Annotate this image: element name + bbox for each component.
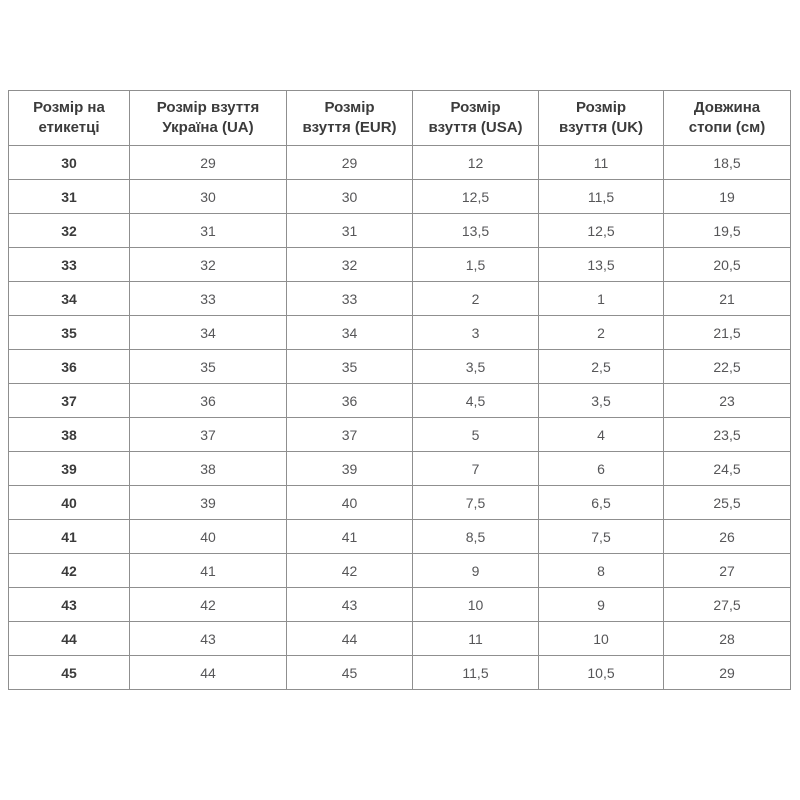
foot-length-cell: 19,5 [664,214,791,248]
usa-size-cell: 12,5 [413,180,539,214]
usa-size-cell: 4,5 [413,384,539,418]
eur-size-cell: 41 [287,520,413,554]
foot-length-cell: 23,5 [664,418,791,452]
table-header [9,91,791,146]
uk-size-cell: 8 [539,554,664,588]
label-size-cell: 35 [9,316,130,350]
label-size-cell: 30 [9,146,130,180]
label-size-cell: 33 [9,248,130,282]
eur-size-cell: 32 [287,248,413,282]
label-size-cell: 37 [9,384,130,418]
table-row [9,214,791,248]
uk-size-cell: 6,5 [539,486,664,520]
column-header-foot-length: Довжина стопи (см) [664,91,791,146]
ua-size-cell: 32 [130,248,287,282]
table-row [9,350,791,384]
column-header-usa-size: Розмір взуття (USA) [413,91,539,146]
shoe-size-table [8,90,791,690]
foot-length-cell: 24,5 [664,452,791,486]
foot-length-cell: 23 [664,384,791,418]
table-row [9,418,791,452]
uk-size-cell: 2,5 [539,350,664,384]
column-header-label-size: Розмір на етикетці [9,91,130,146]
header-row [9,91,791,146]
eur-size-cell: 44 [287,622,413,656]
uk-size-cell: 13,5 [539,248,664,282]
usa-size-cell: 11,5 [413,656,539,690]
label-size-cell: 38 [9,418,130,452]
usa-size-cell: 5 [413,418,539,452]
label-size-cell: 31 [9,180,130,214]
eur-size-cell: 39 [287,452,413,486]
ua-size-cell: 41 [130,554,287,588]
eur-size-cell: 34 [287,316,413,350]
eur-size-cell: 40 [287,486,413,520]
ua-size-cell: 37 [130,418,287,452]
uk-size-cell: 7,5 [539,520,664,554]
table-row [9,452,791,486]
usa-size-cell: 9 [413,554,539,588]
uk-size-cell: 2 [539,316,664,350]
ua-size-cell: 38 [130,452,287,486]
eur-size-cell: 36 [287,384,413,418]
label-size-cell: 40 [9,486,130,520]
table-row [9,588,791,622]
usa-size-cell: 3,5 [413,350,539,384]
foot-length-cell: 27 [664,554,791,588]
foot-length-cell: 20,5 [664,248,791,282]
usa-size-cell: 13,5 [413,214,539,248]
table-row [9,146,791,180]
foot-length-cell: 29 [664,656,791,690]
label-size-cell: 39 [9,452,130,486]
label-size-cell: 42 [9,554,130,588]
label-size-cell: 36 [9,350,130,384]
usa-size-cell: 2 [413,282,539,316]
uk-size-cell: 10,5 [539,656,664,690]
foot-length-cell: 22,5 [664,350,791,384]
usa-size-cell: 7,5 [413,486,539,520]
table-row [9,282,791,316]
eur-size-cell: 35 [287,350,413,384]
table-row [9,520,791,554]
foot-length-cell: 21,5 [664,316,791,350]
uk-size-cell: 11,5 [539,180,664,214]
ua-size-cell: 40 [130,520,287,554]
usa-size-cell: 1,5 [413,248,539,282]
foot-length-cell: 28 [664,622,791,656]
table-row [9,486,791,520]
table-row [9,180,791,214]
eur-size-cell: 33 [287,282,413,316]
ua-size-cell: 35 [130,350,287,384]
ua-size-cell: 31 [130,214,287,248]
usa-size-cell: 11 [413,622,539,656]
table-row [9,622,791,656]
eur-size-cell: 37 [287,418,413,452]
eur-size-cell: 42 [287,554,413,588]
uk-size-cell: 12,5 [539,214,664,248]
column-header-uk-size: Розмір взуття (UK) [539,91,664,146]
eur-size-cell: 30 [287,180,413,214]
foot-length-cell: 18,5 [664,146,791,180]
usa-size-cell: 7 [413,452,539,486]
ua-size-cell: 44 [130,656,287,690]
uk-size-cell: 4 [539,418,664,452]
table-body [9,146,791,690]
uk-size-cell: 1 [539,282,664,316]
foot-length-cell: 27,5 [664,588,791,622]
table-row [9,554,791,588]
table-row [9,316,791,350]
ua-size-cell: 39 [130,486,287,520]
label-size-cell: 45 [9,656,130,690]
uk-size-cell: 10 [539,622,664,656]
usa-size-cell: 8,5 [413,520,539,554]
ua-size-cell: 36 [130,384,287,418]
uk-size-cell: 6 [539,452,664,486]
label-size-cell: 34 [9,282,130,316]
label-size-cell: 43 [9,588,130,622]
foot-length-cell: 25,5 [664,486,791,520]
ua-size-cell: 43 [130,622,287,656]
label-size-cell: 32 [9,214,130,248]
foot-length-cell: 19 [664,180,791,214]
eur-size-cell: 43 [287,588,413,622]
ua-size-cell: 29 [130,146,287,180]
table-row [9,656,791,690]
label-size-cell: 44 [9,622,130,656]
usa-size-cell: 3 [413,316,539,350]
ua-size-cell: 34 [130,316,287,350]
uk-size-cell: 3,5 [539,384,664,418]
usa-size-cell: 10 [413,588,539,622]
uk-size-cell: 9 [539,588,664,622]
label-size-cell: 41 [9,520,130,554]
table-row [9,248,791,282]
uk-size-cell: 11 [539,146,664,180]
eur-size-cell: 45 [287,656,413,690]
ua-size-cell: 33 [130,282,287,316]
usa-size-cell: 12 [413,146,539,180]
eur-size-cell: 29 [287,146,413,180]
foot-length-cell: 21 [664,282,791,316]
eur-size-cell: 31 [287,214,413,248]
column-header-ua-size: Розмір взуття Україна (UA) [130,91,287,146]
ua-size-cell: 42 [130,588,287,622]
table-row [9,384,791,418]
foot-length-cell: 26 [664,520,791,554]
ua-size-cell: 30 [130,180,287,214]
column-header-eur-size: Розмір взуття (EUR) [287,91,413,146]
